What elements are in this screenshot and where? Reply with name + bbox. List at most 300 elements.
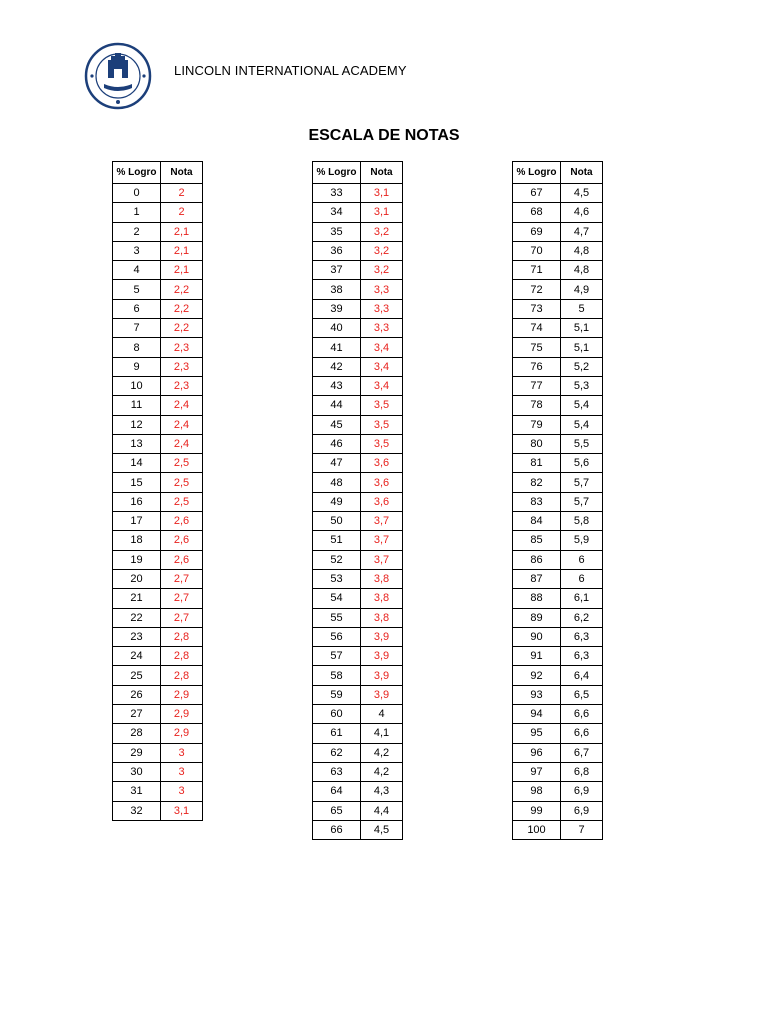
percent-column-header: % Logro <box>513 162 561 184</box>
percent-cell: 19 <box>113 550 161 569</box>
table-row <box>513 299 603 318</box>
table-row <box>513 743 603 762</box>
grade-cell: 6,8 <box>561 762 603 781</box>
table-row <box>513 531 603 550</box>
grade-table-2 <box>312 161 403 840</box>
percent-cell: 16 <box>113 492 161 511</box>
percent-cell: 76 <box>513 357 561 376</box>
table-row <box>113 357 203 376</box>
percent-cell: 11 <box>113 396 161 415</box>
grade-cell: 3 <box>161 762 203 781</box>
school-seal-logo <box>84 42 152 110</box>
percent-cell: 64 <box>313 782 361 801</box>
percent-cell: 41 <box>313 338 361 357</box>
grade-cell: 5,1 <box>561 319 603 338</box>
table-row <box>113 801 203 820</box>
grade-cell: 4,7 <box>561 222 603 241</box>
percent-cell: 88 <box>513 589 561 608</box>
table-row <box>113 569 203 588</box>
percent-cell: 38 <box>313 280 361 299</box>
table-row <box>313 241 403 260</box>
percent-cell: 9 <box>113 357 161 376</box>
grade-cell: 4,5 <box>561 184 603 203</box>
table-row <box>113 415 203 434</box>
percent-cell: 4 <box>113 261 161 280</box>
grade-table-3 <box>512 161 603 840</box>
grade-cell: 3,2 <box>361 261 403 280</box>
grade-cell: 3,4 <box>361 357 403 376</box>
grade-cell: 6,9 <box>561 801 603 820</box>
percent-cell: 80 <box>513 434 561 453</box>
grade-cell: 3,9 <box>361 647 403 666</box>
grade-cell: 4,2 <box>361 762 403 781</box>
percent-cell: 54 <box>313 589 361 608</box>
table-row <box>113 184 203 203</box>
grade-cell: 2,9 <box>161 724 203 743</box>
table-row <box>513 608 603 627</box>
grade-cell: 5,7 <box>561 492 603 511</box>
table-row <box>313 222 403 241</box>
grade-cell: 3,6 <box>361 473 403 492</box>
table-row <box>313 666 403 685</box>
percent-cell: 10 <box>113 376 161 395</box>
percent-cell: 53 <box>313 569 361 588</box>
table-row <box>513 782 603 801</box>
table-row <box>513 647 603 666</box>
table-row <box>513 454 603 473</box>
percent-cell: 44 <box>313 396 361 415</box>
percent-cell: 56 <box>313 627 361 646</box>
grade-cell: 3,2 <box>361 222 403 241</box>
grade-cell: 4,5 <box>361 820 403 839</box>
table-row <box>113 531 203 550</box>
percent-cell: 29 <box>113 743 161 762</box>
table-row <box>513 685 603 704</box>
table-row <box>513 627 603 646</box>
table-row <box>313 319 403 338</box>
table-row <box>313 396 403 415</box>
table-row <box>113 434 203 453</box>
grade-cell: 3,3 <box>361 280 403 299</box>
table-row <box>313 338 403 357</box>
grade-cell: 6,7 <box>561 743 603 762</box>
table-row <box>113 627 203 646</box>
grade-cell: 2,3 <box>161 376 203 395</box>
table-row <box>113 299 203 318</box>
grade-cell: 5 <box>561 299 603 318</box>
percent-cell: 51 <box>313 531 361 550</box>
grade-cell: 2,9 <box>161 685 203 704</box>
percent-cell: 97 <box>513 762 561 781</box>
grade-cell: 2,3 <box>161 338 203 357</box>
table-row <box>113 473 203 492</box>
table-row <box>513 415 603 434</box>
percent-cell: 72 <box>513 280 561 299</box>
grade-cell: 2,7 <box>161 608 203 627</box>
table-row <box>313 531 403 550</box>
percent-cell: 62 <box>313 743 361 762</box>
grade-cell: 2 <box>161 203 203 222</box>
percent-cell: 91 <box>513 647 561 666</box>
grade-cell: 2,2 <box>161 319 203 338</box>
grade-cell: 3,5 <box>361 415 403 434</box>
grade-cell: 3,7 <box>361 550 403 569</box>
table-row <box>513 762 603 781</box>
table-row <box>113 666 203 685</box>
grade-cell: 2,5 <box>161 492 203 511</box>
grade-cell: 2,3 <box>161 357 203 376</box>
table-row <box>313 762 403 781</box>
grade-cell: 5,7 <box>561 473 603 492</box>
table-row <box>513 434 603 453</box>
percent-cell: 17 <box>113 512 161 531</box>
percent-cell: 98 <box>513 782 561 801</box>
percent-cell: 82 <box>513 473 561 492</box>
percent-cell: 74 <box>513 319 561 338</box>
table-row <box>313 647 403 666</box>
table-row <box>513 550 603 569</box>
grade-cell: 2,5 <box>161 454 203 473</box>
percent-cell: 75 <box>513 338 561 357</box>
table-row <box>113 762 203 781</box>
percent-cell: 81 <box>513 454 561 473</box>
percent-cell: 96 <box>513 743 561 762</box>
percent-cell: 77 <box>513 376 561 395</box>
percent-cell: 8 <box>113 338 161 357</box>
percent-cell: 5 <box>113 280 161 299</box>
table-row <box>113 705 203 724</box>
percent-cell: 1 <box>113 203 161 222</box>
percent-cell: 71 <box>513 261 561 280</box>
grade-cell: 2,6 <box>161 550 203 569</box>
grade-cell: 4,6 <box>561 203 603 222</box>
grade-cell: 3,3 <box>361 299 403 318</box>
percent-cell: 87 <box>513 569 561 588</box>
percent-cell: 20 <box>113 569 161 588</box>
table-row <box>113 743 203 762</box>
table-row <box>313 589 403 608</box>
grade-cell: 2,4 <box>161 434 203 453</box>
grade-cell: 6,5 <box>561 685 603 704</box>
grade-cell: 6,3 <box>561 627 603 646</box>
percent-cell: 6 <box>113 299 161 318</box>
table-row <box>313 512 403 531</box>
grade-cell: 4,9 <box>561 280 603 299</box>
table-row <box>313 203 403 222</box>
percent-cell: 63 <box>313 762 361 781</box>
school-name: LINCOLN INTERNATIONAL ACADEMY <box>174 63 407 78</box>
grade-cell: 6,9 <box>561 782 603 801</box>
grade-cell: 3,8 <box>361 589 403 608</box>
grade-cell: 4,8 <box>561 241 603 260</box>
table-row <box>513 376 603 395</box>
table-row <box>113 512 203 531</box>
table-row <box>313 705 403 724</box>
grade-cell: 2,8 <box>161 666 203 685</box>
grade-cell: 6,1 <box>561 589 603 608</box>
percent-cell: 24 <box>113 647 161 666</box>
table-row <box>313 782 403 801</box>
grade-cell: 3,4 <box>361 376 403 395</box>
table-row <box>313 473 403 492</box>
grade-cell: 6,4 <box>561 666 603 685</box>
table-row <box>313 376 403 395</box>
percent-cell: 37 <box>313 261 361 280</box>
percent-cell: 90 <box>513 627 561 646</box>
table-row <box>513 184 603 203</box>
percent-cell: 85 <box>513 531 561 550</box>
grade-cell: 5,1 <box>561 338 603 357</box>
table-row <box>313 261 403 280</box>
table-row <box>313 299 403 318</box>
table-row <box>313 801 403 820</box>
grade-cell: 2,8 <box>161 647 203 666</box>
grade-cell: 5,4 <box>561 415 603 434</box>
grade-cell: 3,8 <box>361 608 403 627</box>
percent-column-header: % Logro <box>113 162 161 184</box>
table-row <box>313 569 403 588</box>
table-row <box>513 820 603 839</box>
grade-cell: 2,4 <box>161 415 203 434</box>
grade-cell: 3,1 <box>161 801 203 820</box>
percent-cell: 28 <box>113 724 161 743</box>
table-row <box>513 492 603 511</box>
table-row <box>113 280 203 299</box>
percent-cell: 78 <box>513 396 561 415</box>
grade-cell: 5,6 <box>561 454 603 473</box>
table-row <box>513 203 603 222</box>
table-row <box>113 685 203 704</box>
percent-cell: 100 <box>513 820 561 839</box>
grade-cell: 7 <box>561 820 603 839</box>
percent-cell: 65 <box>313 801 361 820</box>
percent-cell: 21 <box>113 589 161 608</box>
percent-cell: 14 <box>113 454 161 473</box>
grade-cell: 3,8 <box>361 569 403 588</box>
percent-cell: 84 <box>513 512 561 531</box>
grade-cell: 4,1 <box>361 724 403 743</box>
percent-cell: 48 <box>313 473 361 492</box>
table-row <box>513 222 603 241</box>
table-row <box>313 184 403 203</box>
table-row <box>113 454 203 473</box>
grade-cell: 3 <box>161 782 203 801</box>
percent-cell: 99 <box>513 801 561 820</box>
percent-cell: 59 <box>313 685 361 704</box>
table-row <box>113 492 203 511</box>
table-row <box>513 801 603 820</box>
percent-cell: 31 <box>113 782 161 801</box>
percent-cell: 32 <box>113 801 161 820</box>
percent-cell: 26 <box>113 685 161 704</box>
grade-cell: 4,4 <box>361 801 403 820</box>
percent-cell: 79 <box>513 415 561 434</box>
percent-cell: 45 <box>313 415 361 434</box>
table-row <box>513 512 603 531</box>
percent-cell: 43 <box>313 376 361 395</box>
grade-cell: 5,3 <box>561 376 603 395</box>
percent-cell: 52 <box>313 550 361 569</box>
table-row <box>313 357 403 376</box>
table-row <box>513 338 603 357</box>
percent-cell: 0 <box>113 184 161 203</box>
percent-cell: 34 <box>313 203 361 222</box>
table-row <box>113 647 203 666</box>
table-row <box>313 280 403 299</box>
grade-cell: 5,9 <box>561 531 603 550</box>
percent-cell: 92 <box>513 666 561 685</box>
grade-cell: 2,6 <box>161 531 203 550</box>
grade-table-1 <box>112 161 203 821</box>
table-row <box>513 705 603 724</box>
percent-cell: 7 <box>113 319 161 338</box>
table-row <box>113 550 203 569</box>
percent-cell: 39 <box>313 299 361 318</box>
percent-cell: 66 <box>313 820 361 839</box>
percent-cell: 70 <box>513 241 561 260</box>
grade-cell: 2,7 <box>161 569 203 588</box>
percent-cell: 18 <box>113 531 161 550</box>
grade-cell: 5,4 <box>561 396 603 415</box>
grade-cell: 2,7 <box>161 589 203 608</box>
percent-cell: 73 <box>513 299 561 318</box>
grade-cell: 3,6 <box>361 492 403 511</box>
percent-cell: 50 <box>313 512 361 531</box>
grade-cell: 2,5 <box>161 473 203 492</box>
grade-cell: 6,6 <box>561 724 603 743</box>
grade-cell: 3 <box>161 743 203 762</box>
grade-cell: 3,5 <box>361 396 403 415</box>
grade-cell: 2,1 <box>161 222 203 241</box>
grade-cell: 4 <box>361 705 403 724</box>
table-row <box>313 627 403 646</box>
table-row <box>113 338 203 357</box>
table-row <box>113 608 203 627</box>
percent-column-header: % Logro <box>313 162 361 184</box>
percent-cell: 94 <box>513 705 561 724</box>
grade-cell: 6,2 <box>561 608 603 627</box>
grade-cell: 6,3 <box>561 647 603 666</box>
grade-cell: 6 <box>561 550 603 569</box>
table-row <box>313 492 403 511</box>
percent-cell: 22 <box>113 608 161 627</box>
grade-cell: 3,5 <box>361 434 403 453</box>
grade-cell: 2,2 <box>161 280 203 299</box>
percent-cell: 49 <box>313 492 361 511</box>
table-row <box>513 569 603 588</box>
grade-cell: 4,8 <box>561 261 603 280</box>
table-row <box>313 415 403 434</box>
table-row <box>313 434 403 453</box>
grade-cell: 3,9 <box>361 627 403 646</box>
grade-cell: 3,7 <box>361 512 403 531</box>
grade-cell: 5,2 <box>561 357 603 376</box>
table-row <box>513 280 603 299</box>
table-row <box>113 782 203 801</box>
percent-cell: 95 <box>513 724 561 743</box>
percent-cell: 61 <box>313 724 361 743</box>
table-row <box>513 261 603 280</box>
grade-cell: 5,5 <box>561 434 603 453</box>
percent-cell: 83 <box>513 492 561 511</box>
percent-cell: 89 <box>513 608 561 627</box>
percent-cell: 12 <box>113 415 161 434</box>
table-row <box>513 396 603 415</box>
grade-cell: 3,6 <box>361 454 403 473</box>
grade-cell: 3,7 <box>361 531 403 550</box>
percent-cell: 68 <box>513 203 561 222</box>
grade-cell: 3,1 <box>361 203 403 222</box>
grade-cell: 2,1 <box>161 241 203 260</box>
table-row <box>113 376 203 395</box>
table-row <box>113 396 203 415</box>
table-row <box>113 241 203 260</box>
grade-cell: 3,3 <box>361 319 403 338</box>
grade-cell: 2,8 <box>161 627 203 646</box>
grade-cell: 6,6 <box>561 705 603 724</box>
percent-cell: 46 <box>313 434 361 453</box>
percent-cell: 60 <box>313 705 361 724</box>
grade-cell: 3,4 <box>361 338 403 357</box>
page-title: ESCALA DE NOTAS <box>308 127 460 144</box>
table-row <box>113 319 203 338</box>
percent-cell: 93 <box>513 685 561 704</box>
table-row <box>513 241 603 260</box>
percent-cell: 69 <box>513 222 561 241</box>
table-row <box>313 685 403 704</box>
percent-cell: 35 <box>313 222 361 241</box>
table-row <box>513 357 603 376</box>
percent-cell: 36 <box>313 241 361 260</box>
percent-cell: 3 <box>113 241 161 260</box>
percent-cell: 40 <box>313 319 361 338</box>
table-row <box>513 319 603 338</box>
table-row <box>313 820 403 839</box>
grade-cell: 3,9 <box>361 666 403 685</box>
grade-cell: 2,9 <box>161 705 203 724</box>
grade-cell: 3,1 <box>361 184 403 203</box>
grade-column-header: Nota <box>161 162 203 184</box>
percent-cell: 67 <box>513 184 561 203</box>
grade-column-header: Nota <box>561 162 603 184</box>
grade-column-header: Nota <box>361 162 403 184</box>
percent-cell: 55 <box>313 608 361 627</box>
grade-cell: 2,1 <box>161 261 203 280</box>
table-row <box>513 589 603 608</box>
table-row <box>513 666 603 685</box>
percent-cell: 86 <box>513 550 561 569</box>
grade-cell: 5,8 <box>561 512 603 531</box>
percent-cell: 15 <box>113 473 161 492</box>
table-row <box>313 454 403 473</box>
grade-cell: 2 <box>161 184 203 203</box>
table-row <box>113 222 203 241</box>
grade-cell: 3,2 <box>361 241 403 260</box>
percent-cell: 23 <box>113 627 161 646</box>
table-row <box>313 724 403 743</box>
table-row <box>113 589 203 608</box>
percent-cell: 57 <box>313 647 361 666</box>
grade-cell: 2,4 <box>161 396 203 415</box>
grade-cell: 3,9 <box>361 685 403 704</box>
percent-cell: 42 <box>313 357 361 376</box>
percent-cell: 25 <box>113 666 161 685</box>
percent-cell: 13 <box>113 434 161 453</box>
table-row <box>513 473 603 492</box>
table-row <box>113 724 203 743</box>
percent-cell: 30 <box>113 762 161 781</box>
percent-cell: 27 <box>113 705 161 724</box>
